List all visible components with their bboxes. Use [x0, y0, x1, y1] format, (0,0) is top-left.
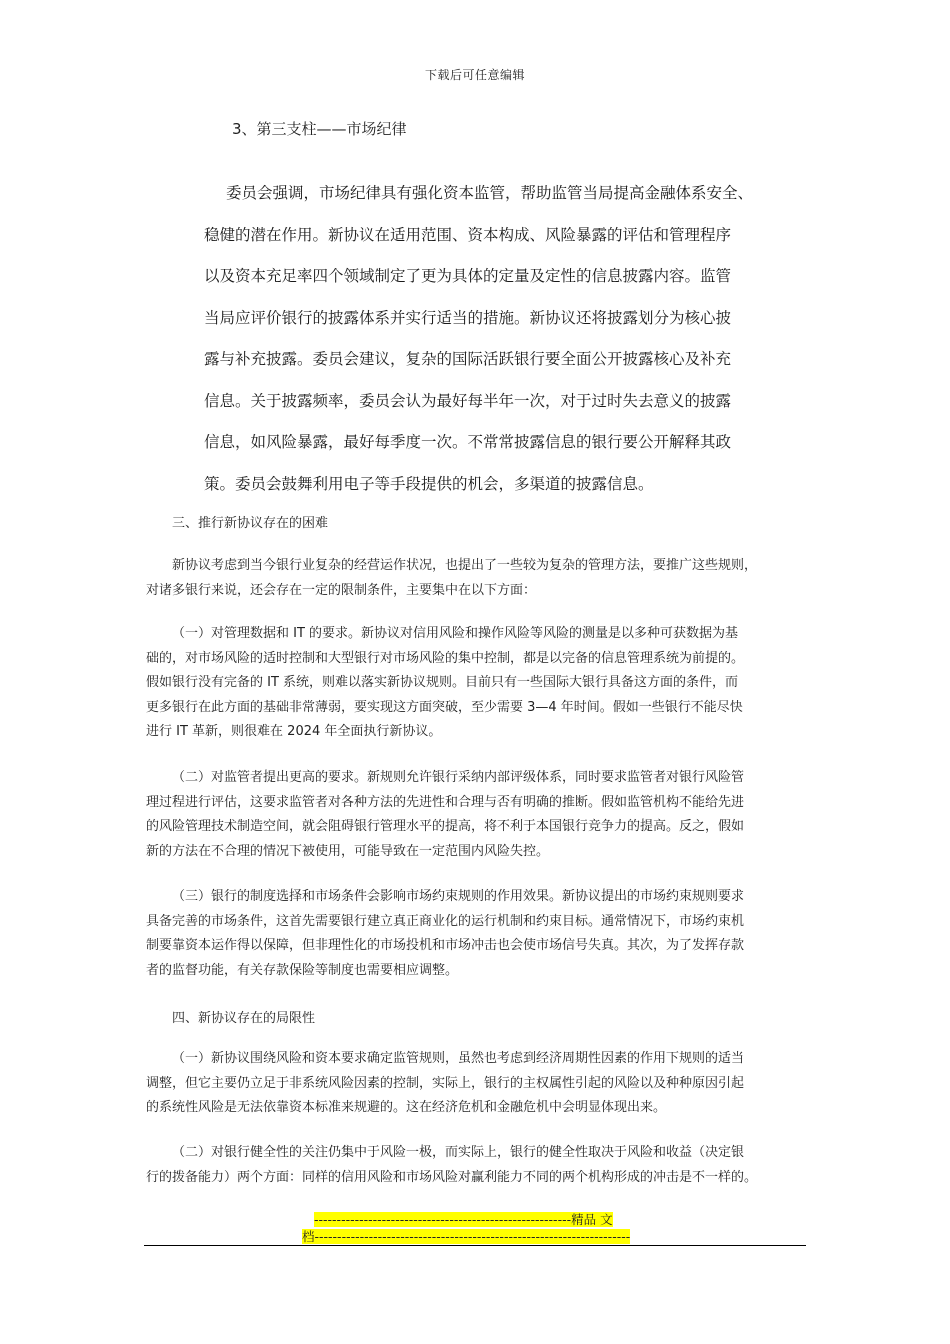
- paragraph-line: 的风险管理技术制造空间，就会阻碍银行管理水平的提高，将不利于本国银行竞争力的提高。反之，假如: [146, 819, 745, 834]
- paragraph-line: 以及资本充足率四个领域制定了更为具体的定量及定性的信息披露内容。监管: [204, 267, 732, 285]
- paragraph-line: 策。委员会鼓舞利用电子等手段提供的机会，多渠道的披露信息。: [204, 474, 654, 493]
- paragraph-line: （二）对监管者提出更高的要求。新规则允许银行采纳内部评级体系，同时要求监管者对银行风险管: [172, 770, 745, 785]
- paragraph-line: 的系统性风险是无法依靠资本标准来规避的。这在经济危机和金融危机中会明显体现出来。: [146, 1100, 667, 1115]
- section4-paragraph-1: [146, 1047, 811, 1121]
- paragraph-line: 者的监督功能，有关存款保险等制度也需要相应调整。: [146, 962, 459, 978]
- pillar3-paragraph: [204, 173, 784, 505]
- paragraph-line: 新的方法在不合理的情况下被使用，可能导致在一定范围内风险失控。: [146, 843, 550, 859]
- paragraph-line: （一）新协议围绕风险和资本要求确定监管规则，虽然也考虑到经济周期性因素的作用下规则的适当: [172, 1051, 745, 1066]
- pillar3-title: 3、第三支柱——市场纪律: [232, 120, 407, 138]
- paragraph-line: 新协议考虑到当今银行业复杂的经营运作状况，也提出了一些较为复杂的管理方法，要推广这些规则，: [172, 558, 758, 573]
- paragraph-line: 调整，但它主要仍立足于非系统风险因素的控制，实际上，银行的主权属性引起的风险以及种种原因引起: [146, 1075, 745, 1091]
- paragraph-line: 理过程进行评估，这要求监管者对各种方法的先进性和合理与否有明确的推断。假如监管机构不能给先进: [146, 794, 745, 810]
- paragraph-line: 信息，如风险暴露，最好每季度一次。不常常披露信息的银行要公开解释其政: [204, 433, 732, 451]
- paragraph-line: 露与补充披露。委员会建议，复杂的国际活跃银行要全面公开披露核心及补充: [204, 350, 732, 368]
- paragraph-line: 对诸多银行来说，还会存在一定的限制条件，主要集中在以下方面：: [146, 582, 537, 598]
- paragraph-line: （二）对银行健全性的关注仍集中于风险一极，而实际上，银行的健全性取决于风险和收益（决定银: [172, 1145, 745, 1160]
- paragraph-line: 具备完善的市场条件，这首先需要银行建立真正商业化的运行机制和约束目标。通常情况下，市场约束机: [146, 913, 745, 929]
- paragraph-line: 更多银行在此方面的基础非常薄弱，要实现这方面突破，至少需要 3—4 年时间。假如一些银行不能尽快: [146, 699, 743, 715]
- paragraph-line: 信息。关于披露频率，委员会认为最好每半年一次，对于过时失去意义的披露: [204, 391, 732, 410]
- paragraph-line: 制要靠资本运作得以保障，但非理性化的市场投机和市场冲击也会使市场信号失真。其次，为了发挥存款: [146, 938, 745, 953]
- page-header: 下载后可任意编辑: [424, 68, 525, 82]
- paragraph-line: 当局应评价银行的披露体系并实行适当的措施。新协议还将披露划分为核心披: [204, 308, 732, 327]
- paragraph-line: 行的拨备能力）两个方面：同样的信用风险和市场风险对赢利能力不同的两个机构形成的冲击是不一样的。: [146, 1169, 758, 1185]
- section3-heading: 三、推行新协议存在的困难: [172, 516, 329, 531]
- paragraph-line: 委员会强调，市场纪律具有强化资本监管，帮助监管当局提高金融体系安全、: [226, 184, 754, 202]
- section4-paragraph-2: [146, 1141, 811, 1190]
- section3-intro: [146, 554, 811, 603]
- section3-paragraph-2: [146, 766, 811, 864]
- paragraph-line: （三）银行的制度选择和市场条件会影响市场约束规则的作用效果。新协议提出的市场约束规则要求: [172, 889, 745, 904]
- paragraph-line: 稳健的潜在作用。新协议在适用范围、资本构成、风险暴露的评估和管理程序: [204, 225, 732, 244]
- section3-paragraph-3: [146, 885, 811, 983]
- section3-paragraph-1: [146, 622, 811, 745]
- section4-heading: 四、新协议存在的局限性: [172, 1011, 316, 1026]
- paragraph-line: 假如银行没有完备的 IT 系统，则难以落实新协议规则。目前只有一些国际大银行具备这方面的条件，而: [146, 675, 739, 690]
- footer-line-2: 档----------------------------------------------------------------------: [302, 1229, 631, 1244]
- paragraph-line: 进行 IT 革新，则很难在 2024 年全面执行新协议。: [146, 724, 442, 739]
- footer-line-1: ---------------------------------------------------------精品 文: [314, 1212, 613, 1227]
- paragraph-line: （一）对管理数据和 IT 的要求。新协议对信用风险和操作风险等风险的测量是以多种可获数据为基: [172, 626, 739, 641]
- footer-divider: [144, 1245, 806, 1246]
- paragraph-line: 础的，对市场风险的适时控制和大型银行对市场风险的集中控制，都是以完备的信息管理系统为前提的。: [146, 650, 745, 666]
- footer-watermark: [302, 1211, 652, 1245]
